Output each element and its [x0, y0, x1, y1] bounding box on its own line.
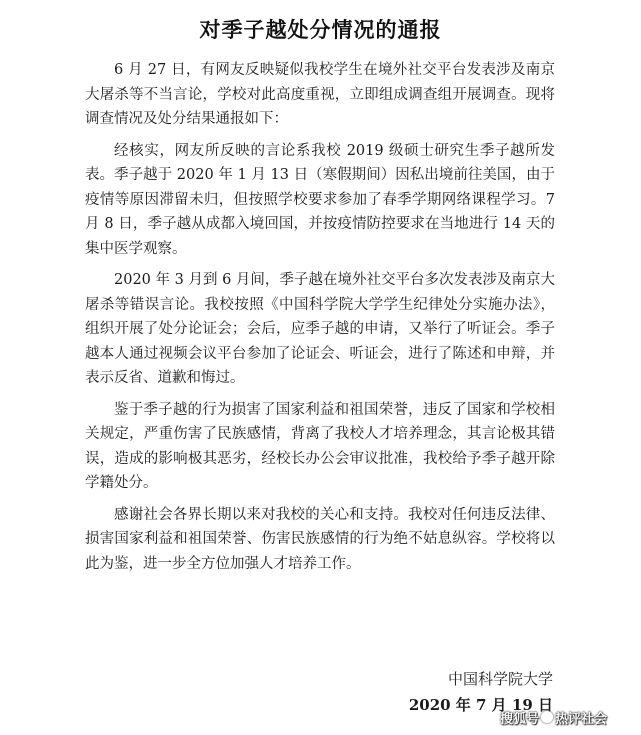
paragraph-intro: 6 月 27 日，有网友反映疑似我校学生在境外社交平台发表涉及南京大屠杀等不当言论，学校对此高度重视，立即组成调查组开展调查。现将调查情况及处分结果通报如下： — [85, 62, 555, 127]
signature-organization: 中国科学院大学 — [447, 670, 553, 688]
watermark — [500, 707, 607, 727]
watermark-account: 热评社会 — [555, 711, 608, 727]
paragraph-decision: 鉴于季子越的行为损害了国家利益和祖国荣誉，违反了国家和学校相关规定，严重伤害了民族感情，背离了我校人才培养理念，其言论极其错误，造成的影响极其恶劣，经校长办公会审议批准，我校给予季子越开除学籍处分。 — [85, 401, 555, 491]
document-title: 对季子越处分情况的通报 — [199, 17, 442, 42]
sohu-logo-icon — [541, 711, 553, 723]
signature-date: 2020 年 7 月 19 日 — [408, 696, 553, 714]
watermark-site: 搜狐号 — [500, 711, 540, 727]
paragraph-proceedings: 2020 年 3 月到 6 月间，季子越在境外社交平台多次发表涉及南京大屠杀等错误言论。我校按照《中国科学院大学学生纪律处分实施办法》，组织开展了处分论证会；会后，应季子越的申请，又举行了听证会。季子越本人通过视频会议平台参加了论证会、听证会，进行了陈述和申辩，并表示反省、道歉和悔过。 — [85, 272, 555, 386]
paragraph-verification: 经核实，网友所反映的言论系我校 2019 级硕士研究生季子越所发表。季子越于 2020 年 1 月 13 日（寒假期间）因私出境前往美国，由于疫情等原因滞留未归，但按照学校要求参加了春季学期网络课程学习。7 月 8 日，季子越从成都入境回国，并按疫情防控要求在当地进行 14 天的集中医学观察。 — [85, 142, 555, 257]
paragraph-closing: 感谢社会各界长期以来对我校的关心和支持。我校对任何违反法律、损害国家利益和祖国荣誉、伤害民族感情的行为绝不姑息纵容。学校将以此为鉴，进一步全方位加强人才培养工作。 — [85, 506, 555, 572]
document-body — [85, 58, 555, 583]
